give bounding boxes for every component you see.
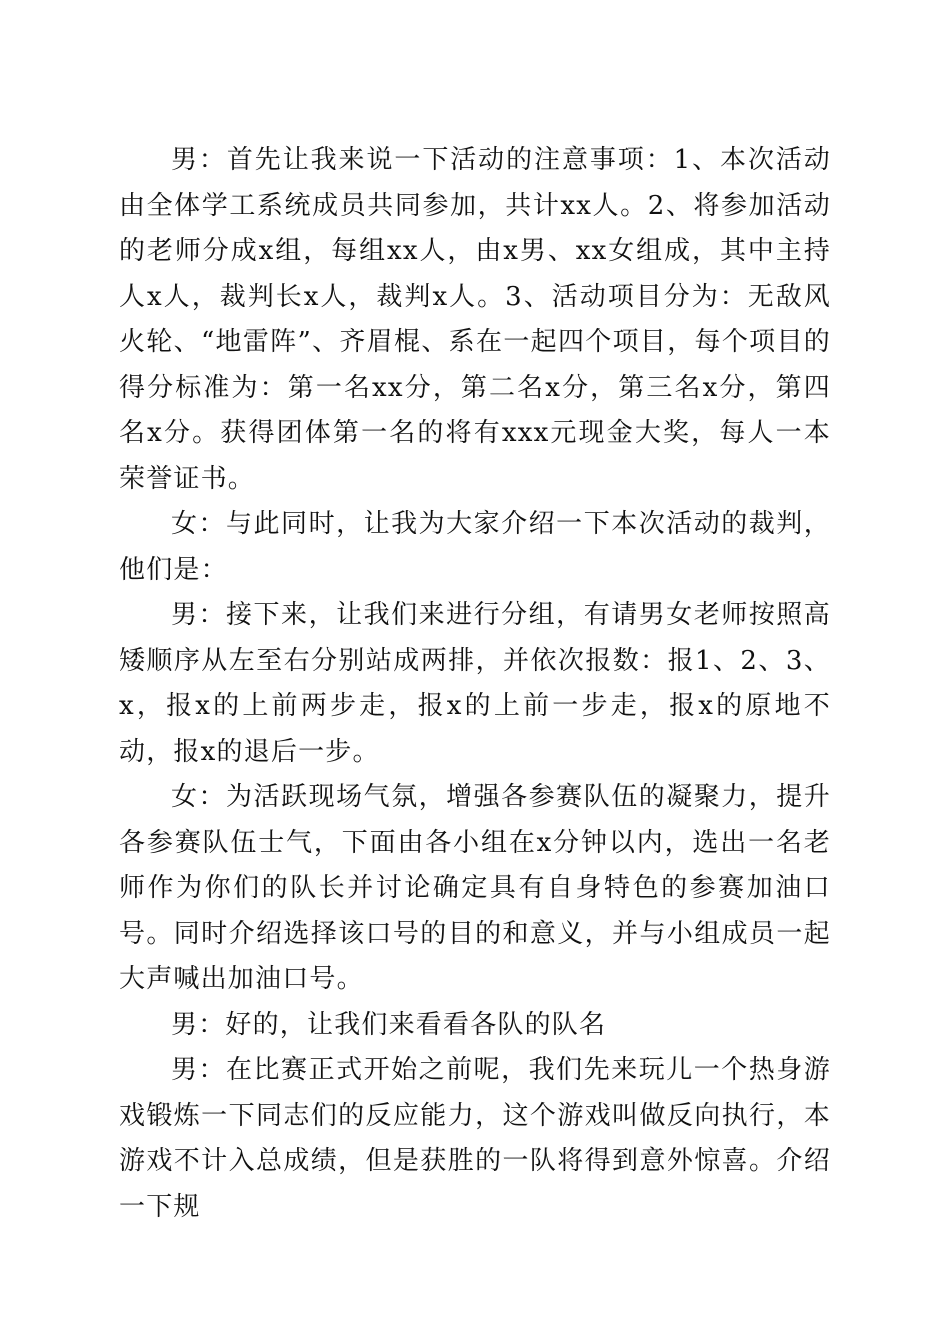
paragraph-warmup-game: 男：在比赛正式开始之前呢，我们先来玩儿一个热身游戏锻炼一下同志们的反应能力，这个游戏叫做反向执行，本游戏不计入总成绩，但是获胜的一队将得到意外惊喜。介绍一下规 <box>119 1055 831 1222</box>
paragraph-team-names: 男：好的，让我们来看看各队的队名 <box>171 1009 607 1040</box>
paragraph-grouping: 男：接下来，让我们来进行分组，有请男女老师按照高矮顺序从左至右分别站成两排，并依次报数：报1、2、3、x，报x的上前两步走，报x的上前一步走，报x的原地不动，报x的退后一步。 <box>119 600 831 767</box>
paragraph-rules: 男：首先让我来说一下活动的注意事项：1、本次活动由全体学工系统成员共同参加，共计xx人。2、将参加活动的老师分成x组，每组xx人，由x男、xx女组成，其中主持人x人，裁判长x人，裁判x人。3、活动项目分为：无敌风火轮、“地雷阵”、齐眉棍、系在一起四个项目，每个项目的得分标准为：第一名xx分，第二名x分，第三名x分，第四名x分。获得团体第一名的将有xxx元现金大奖，每人一本荣誉证书。 <box>119 145 831 494</box>
paragraph-referees: 女：与此同时，让我为大家介绍一下本次活动的裁判，他们是： <box>119 509 831 585</box>
paragraph-slogan: 女：为活跃现场气氛，增强各参赛队伍的凝聚力，提升各参赛队伍士气，下面由各小组在x分钟以内，选出一名老师作为你们的队长并讨论确定具有自身特色的参赛加油口号。同时介绍选择该口号的目的和意义，并与小组成员一起大声喊出加油口号。 <box>119 782 831 994</box>
document-body <box>119 138 831 1230</box>
